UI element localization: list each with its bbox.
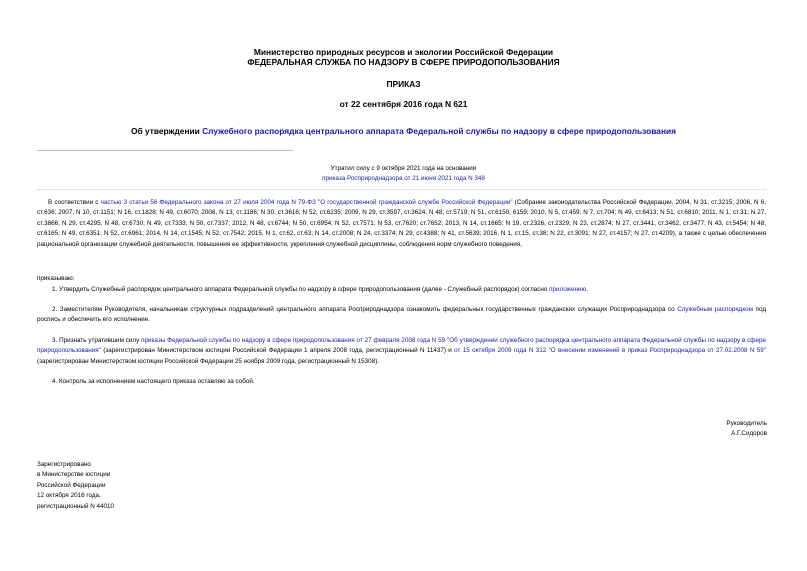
order-word: приказываю:: [37, 275, 75, 282]
status-link[interactable]: приказа Росприроднадзора от 21 июня 2021 года N 348: [322, 175, 485, 182]
service-rules-link[interactable]: Служебным распорядком: [677, 306, 753, 313]
document-type: ПРИКАЗ: [386, 79, 421, 89]
law-link[interactable]: частью 3 статьи 56 Федерального закона от 27 июля 2004 года N 79-ФЗ "О государственной гражданской службе Российской Федерации": [100, 199, 513, 206]
preamble-paragraph: [37, 198, 766, 250]
document-title: [0, 126, 807, 136]
preamble-text-rest: (Собрание законодательства Российской Федерации, 2004, N 31, ст.3215; 2006, N 6, ст.636; 2007, N 10, ст.1151; N 16, ст.1828; N 49, ст.6070; 2008, N 13, ст.1186; N 30, ст.3616; N 52, ст.6235; 2009, N 29, ст.3597, ст.3624; N 48, ст.5719; N 51, ст.6150, 6159; 2010, N 5, ст.459; N 7, ст.704; N 49, ст.6413; N 51, ст.6810; 2011, N 1, ст.31; N 27, ст.3866; N 29, ст.4295; N 48, ст.6730; N 49, ст.7333; N 50, ст.7337; 2012, N 48, ст.6744; N 50, ст.6954; N 52, ст.7571; N 53, ст.7620; ст.7652; 2013, N 14, ст.1665; N 19, ст.2326, ст.2329; N 23, ст.2874; N 27, ст.3441, ст.3462, ст.3477; N 43, ст.5454; N 48, ст.6165; N 49, ст.6351; N 52, ст.6961; 2014, N 14, ст.1545; N 52, ст.7542; 2015, N 1, ст.62, ст.63; N 14, ст.2008; N 24, ст.3374; N 29, ст.4388; N 41, ст.5639; 2016, N 1, ст.15, ст.38; N 22, ст.3091; N 27, ст.4157; N 27, ст.4209), а также с целью обеспечения рациональной организации служебной деятельности, повышения ее эффективности, укрепления служебной дисциплины, соблюдения норм служебного поведения,: [37, 199, 766, 248]
item-1-text: 1. Утвердить Служебный распорядок центрального аппарата Федеральной службы по надзору в сфере природопользования (далее - Служебный распорядок) согласно: [52, 286, 550, 293]
registration-line-1: Зарегистрировано: [37, 461, 91, 468]
title-link[interactable]: Служебного распорядка центрального аппарата Федеральной службы по надзору в сфере природопользования: [202, 126, 677, 136]
item-1-end: .: [586, 286, 588, 293]
title-divider: [37, 150, 293, 151]
appendix-link[interactable]: приложению: [549, 286, 587, 293]
registration-block: [37, 460, 114, 512]
ministry-name: Министерство природных ресурсов и экологии Российской Федерации: [253, 47, 554, 57]
preamble-text-start: В соответствии с: [48, 199, 101, 206]
revoked-order-link-2[interactable]: от 15 октября 2009 года N 312 "О внесении изменений в приказ Росприроднадзора от 27.02.2008 N 59": [454, 347, 766, 355]
item-3-end: (зарегистрирован Министерством юстиции Российской Федерации 25 ноября 2009 года, регистрационный N 15308).: [37, 357, 380, 365]
service-name: ФЕДЕРАЛЬНАЯ СЛУЖБА ПО НАДЗОРУ В СФЕРЕ ПРИРОДОПОЛЬЗОВАНИЯ: [247, 57, 560, 67]
item-3: [37, 336, 766, 367]
status-divider: [37, 189, 766, 190]
registration-line-3: Российской Федерации: [37, 481, 106, 489]
registration-line-2: в Министерстве юстиции: [37, 471, 111, 479]
item-3-mid: (зарегистрирован Министерством юстиции Российской Федерации 1 апреля 2008 года, регистрационный N 11437) и: [100, 347, 455, 355]
registration-line-4: 12 октября 2016 года,: [37, 492, 101, 500]
document-date: от 22 сентября 2016 года N 621: [339, 99, 468, 109]
item-4: 4. Контроль за исполнением настоящего приказа оставляю за собой.: [52, 378, 255, 385]
registration-line-5: регистрационный N 44010: [37, 502, 115, 510]
signature-position: Руководитель: [726, 420, 767, 427]
status-line: Утратил силу с 9 октября 2021 года на основании: [330, 165, 477, 172]
item-3-text: 3. Признать утратившим силу: [52, 337, 142, 344]
title-prefix: Об утверждении: [130, 126, 203, 136]
revoked-order-link-1[interactable]: приказы Федеральной службы по надзору в сфере природопользования от 27 февраля 2008 года N 59 "Об утверждении служебного распорядка центрального аппарата Федеральной службы по надзору в сфере природопользования": [37, 337, 766, 355]
status-note: [0, 164, 807, 184]
signature-name: А.Г.Сидоров: [731, 430, 767, 437]
item-2-end: под роспись и обеспечить его исполнение.: [37, 306, 766, 324]
item-1: [37, 285, 766, 295]
item-2: [37, 305, 766, 326]
item-2-text: 2. Заместителям Руководителя, начальникам структурных подразделений центрального аппарата Росприроднадзора ознакомить федеральных государственных гражданских служащих Росприроднадзора со: [52, 306, 678, 313]
